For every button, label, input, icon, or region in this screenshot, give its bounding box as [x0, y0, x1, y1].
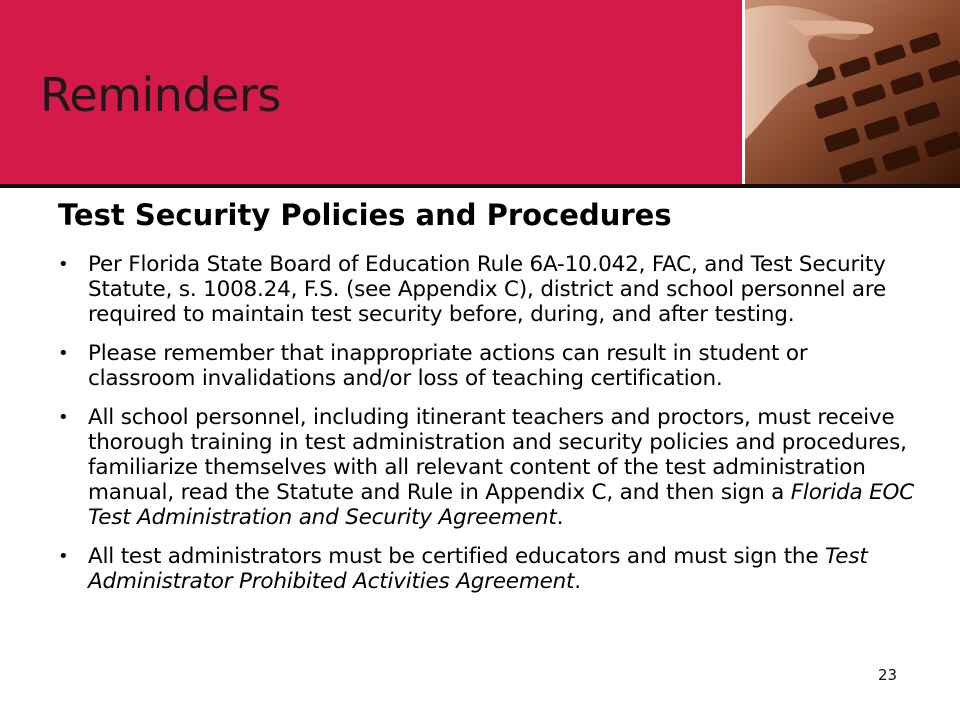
agreement-title: Test Administrator Prohibited Activities Agreement — [88, 544, 868, 594]
bullet-dot-icon: • — [58, 407, 69, 428]
section-heading: Test Security Policies and Procedures — [58, 198, 672, 232]
bullet-text: All test administrators must be certified educators and must sign the — [88, 544, 826, 569]
bullet-item — [56, 405, 916, 530]
bullet-dot-icon: • — [58, 254, 69, 275]
bullet-dot-icon: • — [58, 546, 69, 567]
bullet-item — [56, 341, 916, 391]
bullet-list — [56, 252, 916, 608]
keyboard-typing-photo — [745, 0, 960, 184]
slide-title: Reminders — [40, 68, 281, 122]
bullet-text-end: . — [556, 505, 564, 530]
bullet-text: Per Florida State Board of Education Rule 6A-10.042, FAC, and Test Security Statute, s. 1008.24, F.S. (see Appendix C), district and school personnel are required to maintain test security before, during, and after testing. — [88, 252, 887, 327]
header-rule — [0, 184, 960, 188]
page-number: 23 — [878, 666, 898, 684]
bullet-text: Please remember that inappropriate actions can result in student or classroom invalidations and/or loss of teaching certification. — [88, 341, 808, 391]
bullet-text-end: . — [574, 569, 581, 594]
agreement-title: Florida EOC Test Administration and Security Agreement — [88, 480, 915, 530]
bullet-dot-icon: • — [58, 343, 69, 364]
bullet-text: All school personnel, including itinerant teachers and proctors, must receive thorough training in test administration and security policies and procedures, familiarize themselves with all relevant content of the test administration manual, read the Statute and Rule in Appendix C, and then sign a — [88, 405, 907, 505]
bullet-item — [56, 544, 916, 594]
bullet-item — [56, 252, 916, 327]
